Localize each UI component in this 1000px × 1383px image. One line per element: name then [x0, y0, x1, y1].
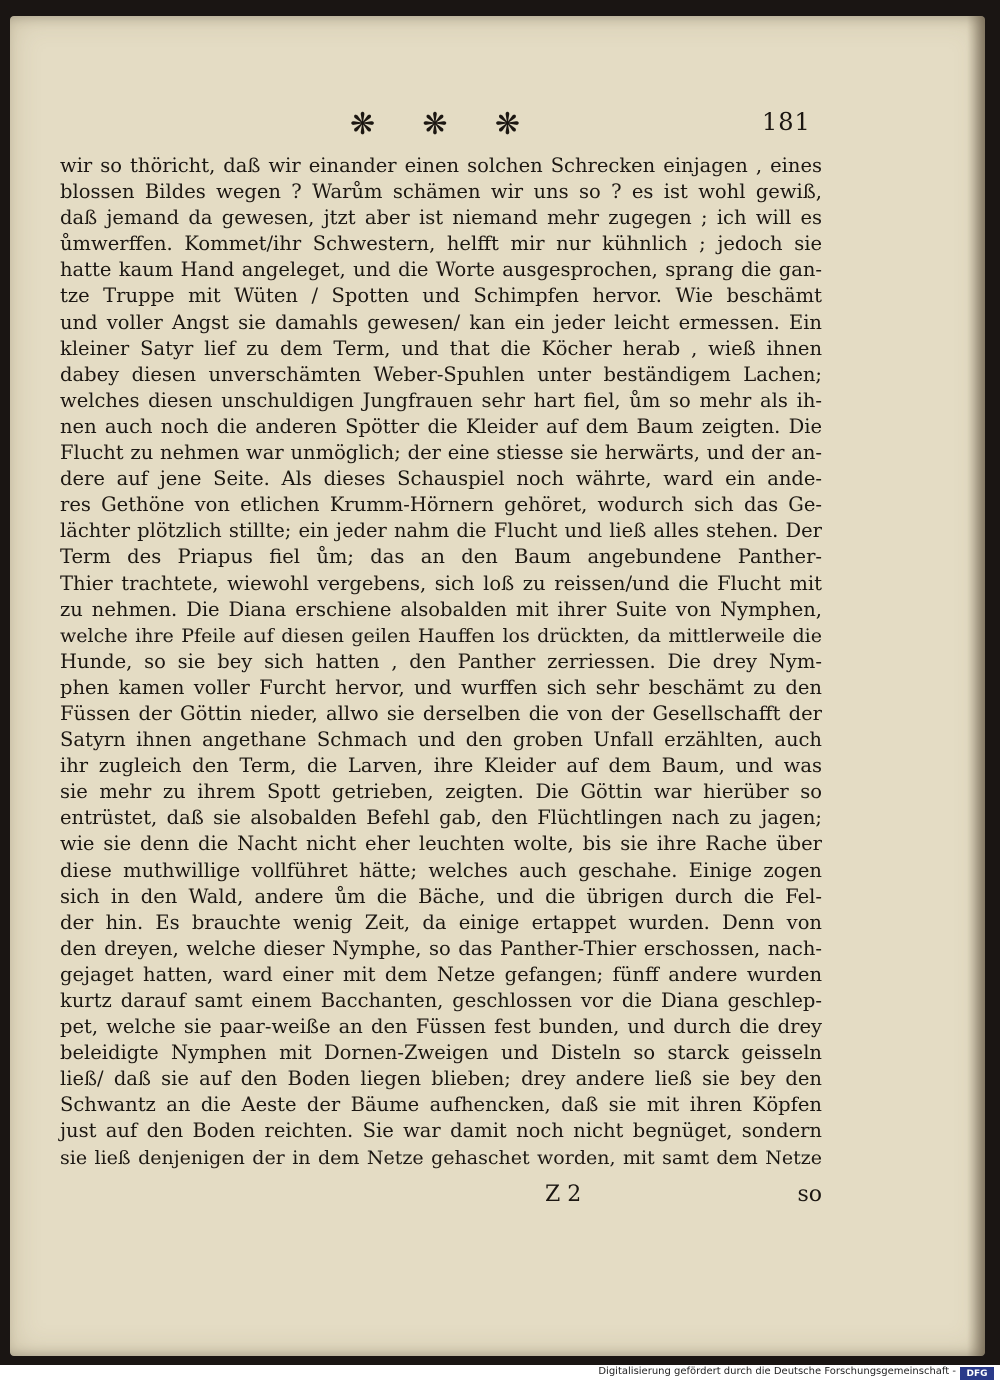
text-line: sie mehr zu ihrem Spott getrieben, zeigten. Die Göttin war hierüber so — [60, 780, 822, 804]
text-line: gejaget hatten, ward einer mit dem Netze gefangen; fünff andere wurden — [60, 962, 822, 986]
credit-text: Digitalisierung gefördert durch die Deutsche Forschungsgemeinschaft - — [598, 1366, 956, 1377]
text-line: beleidigte Nymphen mit Dornen-Zweigen und Disteln so starck geisseln — [60, 1041, 822, 1065]
text-line: sie ließ denjenigen der in dem Netze gehaschet worden, mit samt dem Netze — [60, 1146, 822, 1169]
text-line: entrüstet, daß sie alsobalden Befehl gab, den Flüchtlingen nach zu jagen; — [60, 806, 822, 830]
text-line: den dreyen, welche dieser Nymphe, so das Panther-Thier erschossen, nach- — [60, 936, 822, 960]
text-line: der hin. Es brauchte wenig Zeit, da einige ertappet wurden. Denn von — [60, 910, 822, 934]
text-line: Term des Priapus fiel ům; das an den Baum angebundene Panther- — [60, 545, 822, 569]
text-line: Füssen der Göttin nieder, allwo sie derselben die von der Gesellschafft der — [60, 701, 822, 725]
text-line: wir so thöricht, daß wir einander einen solchen Schrecken einjagen , eines — [60, 154, 822, 177]
text-line: ůmwerffen. Kommet/ihr Schwestern, helfft mir nur kühnlich ; jedoch sie — [60, 232, 822, 256]
text-line: pet, welche sie paar-weiße an den Füssen fest bunden, und durch die drey — [60, 1015, 822, 1039]
page-header — [10, 104, 985, 144]
text-line: welches diesen unschuldigen Jungfrauen sehr hart fiel, ům so mehr als ih- — [60, 388, 822, 412]
text-line: diese muthwillige vollführet hätte; welches auch geschahe. Einige zogen — [60, 858, 822, 882]
text-line: ließ/ daß sie auf den Boden liegen blieben; drey andere ließ sie bey den — [60, 1067, 822, 1091]
ornament-icon: ❋ — [422, 106, 448, 142]
text-line: Schwantz an die Aeste der Bäume aufhencken, daß sie mit ihren Köpfen — [60, 1093, 822, 1117]
text-line: tze Truppe mit Wüten / Spotten und Schimpfen hervor. Wie beschämt — [60, 284, 822, 308]
text-line: Hunde, so sie bey sich hatten , den Panther zerriessen. Die drey Nym- — [60, 649, 822, 673]
page-footer — [60, 1182, 822, 1210]
text-line: Thier trachtete, wiewohl vergebens, sich loß zu reissen/und die Flucht mit — [60, 571, 822, 595]
text-line: lächter plötzlich stillte; ein jeder nahm die Flucht und ließ alles stehen. Der — [60, 519, 822, 543]
ornament-icon: ❋ — [350, 106, 376, 142]
text-line: hatte kaum Hand angeleget, und die Worte ausgesprochen, sprang die gan- — [60, 258, 822, 282]
text-line: dabey diesen unverschämten Weber-Spuhlen unter beständigem Lachen; — [60, 362, 822, 386]
text-line: kleiner Satyr lief zu dem Term, und that die Köcher herab , wieß ihnen — [60, 336, 822, 360]
text-line: sich in den Wald, andere ům die Bäche, und die übrigen durch die Fel- — [60, 884, 822, 908]
header-ornaments — [350, 104, 520, 144]
catchword: so — [797, 1182, 822, 1207]
text-line: phen kamen voller Furcht hervor, und wurffen sich sehr beschämt zu den — [60, 675, 822, 699]
text-line: Flucht zu nehmen war unmöglich; der eine stiesse sie herwärts, und der an- — [60, 441, 822, 465]
text-line: nen auch noch die anderen Spötter die Kleider auf dem Baum zeigten. Die — [60, 414, 822, 438]
text-line: blossen Bildes wegen ? Warům schämen wir uns so ? es ist wohl gewiß, — [60, 180, 822, 204]
text-line: res Gethöne von etlichen Krumm-Hörnern gehöret, wodurch sich das Ge- — [60, 493, 822, 517]
text-line: just auf den Boden reichten. Sie war damit noch nicht begnüget, sondern — [60, 1119, 822, 1143]
text-line: Satyrn ihnen angethane Schmach und den groben Unfall erzählten, auch — [60, 728, 822, 752]
page-edge-shadow — [967, 16, 985, 1356]
text-line: zu nehmen. Die Diana erschiene alsobalden mit ihrer Suite von Nymphen, — [60, 597, 822, 621]
text-line: welche ihre Pfeile auf diesen geilen Hauffen los drückten, da mittlerweile die — [60, 624, 822, 647]
dfg-logo: DFG — [960, 1367, 994, 1380]
book-page — [10, 16, 985, 1356]
text-line: daß jemand da gewesen, jtzt aber ist niemand mehr zugegen ; ich will es — [60, 206, 822, 230]
signature-mark: Z 2 — [545, 1182, 582, 1207]
text-line: ihr zugleich den Term, die Larven, ihre Kleider auf dem Baum, und was — [60, 754, 822, 778]
text-line: dere auf jene Seite. Als dieses Schauspiel noch währte, ward ein ande- — [60, 467, 822, 491]
ornament-icon: ❋ — [494, 106, 520, 142]
text-line: wie sie denn die Nacht nicht eher leuchten wolte, bis sie ihre Rache über — [60, 832, 822, 856]
digitization-credit — [0, 1365, 1000, 1383]
text-line: kurtz darauf samt einem Bacchanten, geschlossen vor die Diana geschlep- — [60, 989, 822, 1012]
text-line: und voller Angst sie damahls gewesen/ kan ein jeder leicht ermessen. Ein — [60, 310, 822, 334]
page-number: 181 — [762, 108, 811, 136]
body-text — [60, 153, 822, 1171]
